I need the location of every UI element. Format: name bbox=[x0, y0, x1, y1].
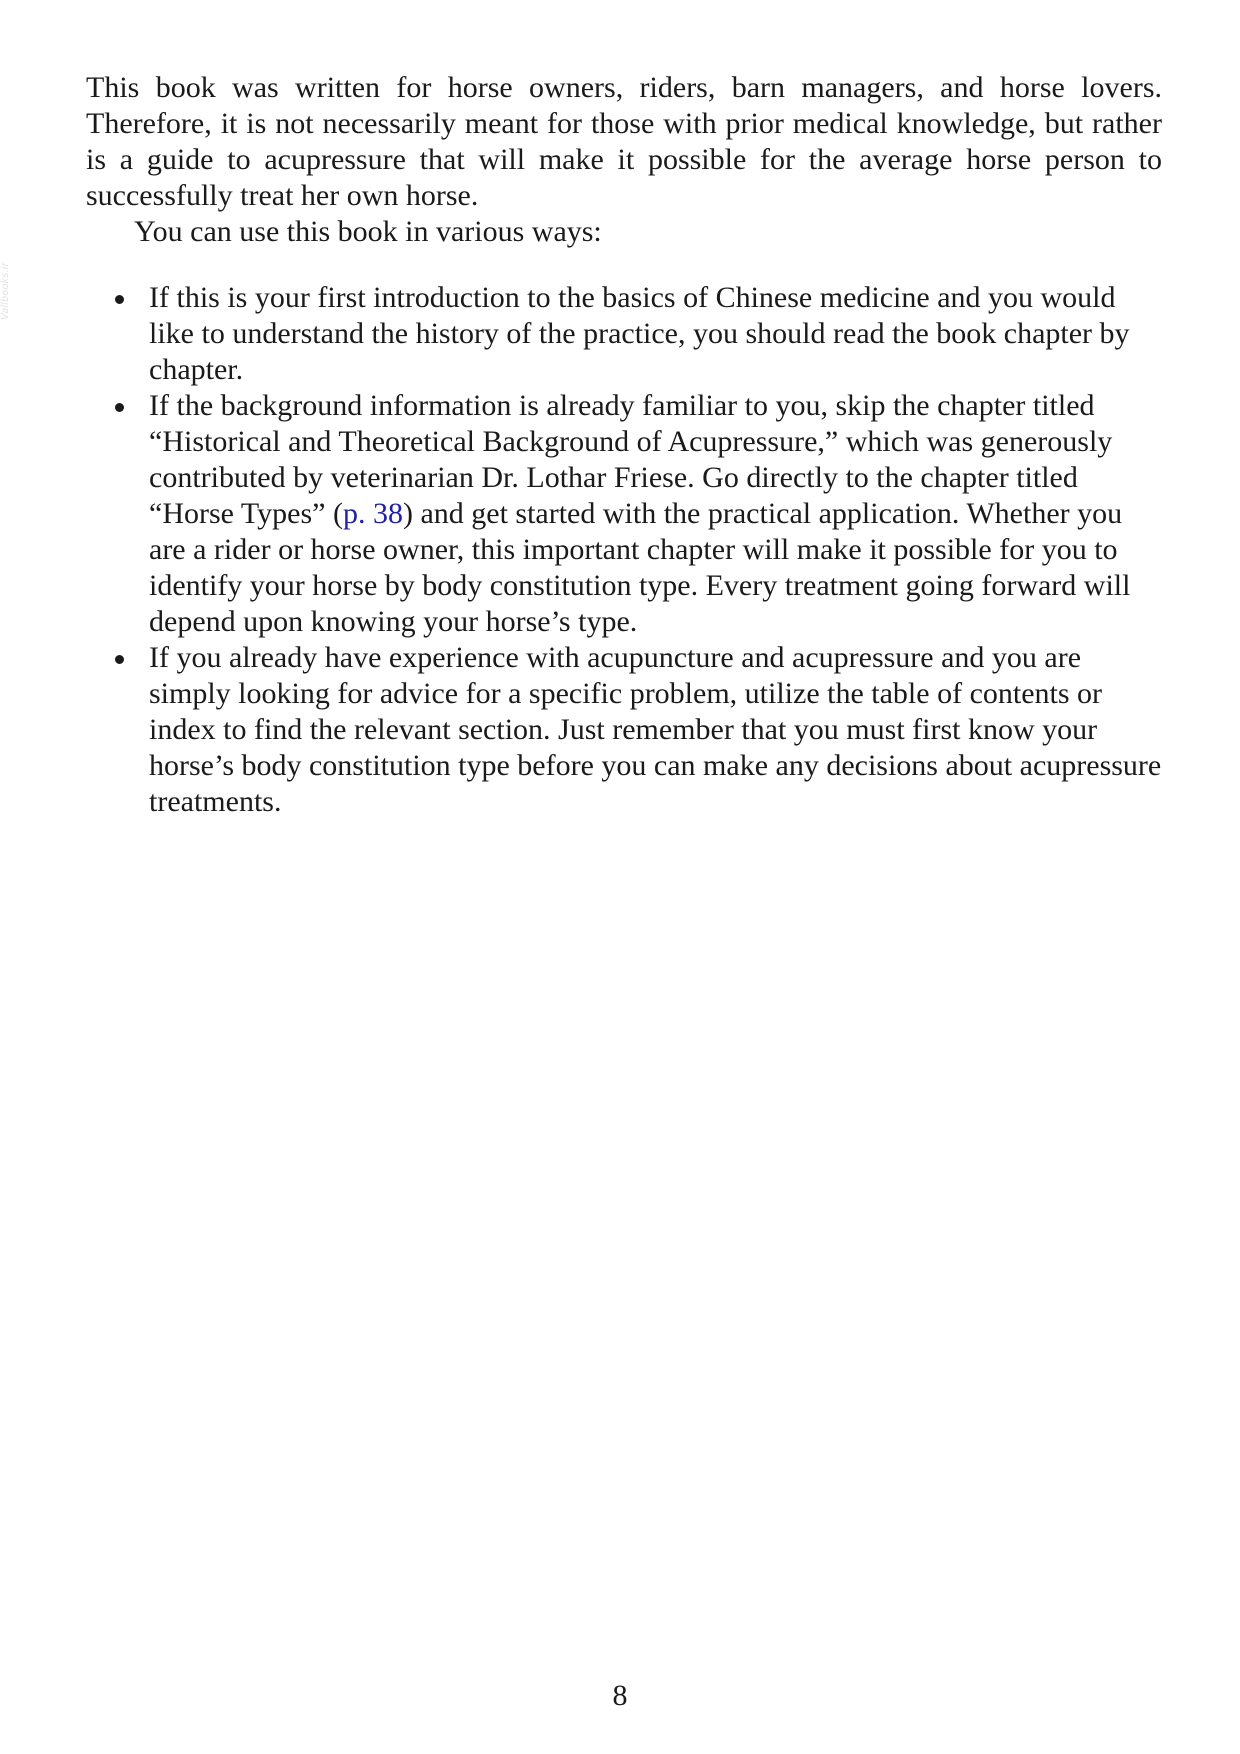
list-item-text-after-link: ) and get started with the practical application. Whether you are a rider or horse owner, this important chapter will make it possible for you to identify your horse by body constitution type. Every treatment going forward will depend upon knowing your horse’s type. bbox=[149, 497, 1131, 638]
list-item-text: If you already have experience with acupuncture and acupressure and you are simply looking for advice for a specific problem, utilize the table of contents or index to find the relevant section. Just remember that you must first know your horse’s body constitution type before you can make any decisions about acupressure treatments. bbox=[149, 641, 1162, 818]
list-item bbox=[149, 388, 1162, 640]
list-item-text-before-link: If the background information is already familiar to you, skip the chapter titled “Historical and Theoretical Background of Acupressure,” which was generously contributed by veterinarian Dr. Lothar Friese. Go directly to the chapter titled “Horse Types” ( bbox=[149, 389, 1113, 530]
list-item-text: If this is your first introduction to the basics of Chinese medicine and you would like to understand the history of the practice, you should read the book chapter by chapter. bbox=[149, 281, 1130, 386]
page-body bbox=[86, 70, 1162, 820]
page-number: 8 bbox=[612, 1679, 628, 1712]
list-item bbox=[149, 640, 1162, 820]
watermark-text: Vallbooks.ir bbox=[0, 262, 11, 320]
page-reference-link[interactable]: p. 38 bbox=[342, 497, 403, 530]
intro-paragraph: This book was written for horse owners, riders, barn managers, and horse lovers. Therefore, it is not necessarily meant for those with prior medical knowledge, but rather is a guide to acupressure that will make it possible for the average horse person to successfully treat her own horse. bbox=[86, 71, 1162, 212]
list-item bbox=[149, 280, 1162, 388]
usage-list bbox=[86, 280, 1162, 820]
usage-intro-paragraph: You can use this book in various ways: bbox=[134, 215, 602, 248]
